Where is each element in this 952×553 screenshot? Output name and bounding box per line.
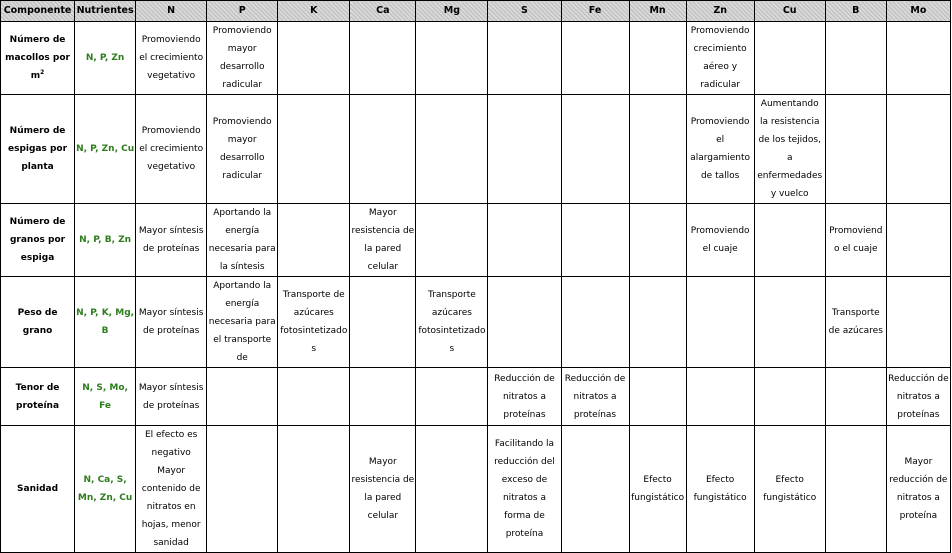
header-col-fe: Fe <box>561 1 629 22</box>
effect-cell-b <box>825 426 886 553</box>
effect-cell-mg <box>416 204 488 277</box>
effect-cell-s <box>488 204 561 277</box>
effect-cell-cu <box>754 277 825 368</box>
effect-cell-b <box>825 95 886 204</box>
effect-cell-mo <box>886 277 950 368</box>
header-col-s: S <box>488 1 561 22</box>
effect-cell-b <box>825 22 886 95</box>
effect-cell-ca: Mayor resistencia de la pared celular <box>350 204 416 277</box>
effect-cell-p: Promoviendo mayor desarrollo radicular <box>207 95 278 204</box>
effect-cell-cu: Aumentando la resistencia de los tejidos, a enfermedades y vuelco <box>754 95 825 204</box>
header-col-mg: Mg <box>416 1 488 22</box>
component-label: Número de granos por espiga <box>9 217 66 263</box>
effect-cell-ca <box>350 22 416 95</box>
table-row <box>1 368 951 426</box>
header-col-zn: Zn <box>686 1 754 22</box>
table-row <box>1 277 951 368</box>
effect-cell-p: Promoviendo mayor desarrollo radicular <box>207 22 278 95</box>
effect-cell-mg <box>416 95 488 204</box>
header-col-n: N <box>136 1 207 22</box>
header-nutrientes: Nutrientes <box>75 1 136 22</box>
effect-cell-ca <box>350 277 416 368</box>
effect-cell-mn <box>629 22 686 95</box>
effect-cell-mn: Efecto fungistático <box>629 426 686 553</box>
header-col-ca: Ca <box>350 1 416 22</box>
effect-cell-ca: Mayor resistencia de la pared celular <box>350 426 416 553</box>
table-body <box>1 22 951 553</box>
component-label: Tenor de proteína <box>15 382 60 411</box>
effect-cell-n: Mayor síntesis de proteínas <box>136 368 207 426</box>
effect-cell-zn <box>686 368 754 426</box>
effect-cell-fe <box>561 277 629 368</box>
effect-cell-mg <box>416 22 488 95</box>
effect-cell-k <box>278 22 350 95</box>
effect-cell-n: Promoviendo el crecimiento vegetativo <box>136 95 207 204</box>
effect-cell-fe <box>561 22 629 95</box>
component-cell <box>1 204 75 277</box>
effect-cell-cu: Efecto fungistático <box>754 426 825 553</box>
component-cell <box>1 368 75 426</box>
effect-cell-fe: Reducción de nitratos a proteínas <box>561 368 629 426</box>
effect-cell-fe <box>561 95 629 204</box>
effect-cell-ca <box>350 95 416 204</box>
effect-cell-cu <box>754 368 825 426</box>
effect-cell-mg <box>416 426 488 553</box>
effect-cell-k <box>278 204 350 277</box>
nutrients-cell: N, P, B, Zn <box>75 204 136 277</box>
table-row <box>1 22 951 95</box>
effect-cell-p: Aportando la energía necesaria para la síntesis <box>207 204 278 277</box>
effect-cell-b: Transporte de azúcares <box>825 277 886 368</box>
table-row <box>1 204 951 277</box>
nutrients-cell: N, Ca, S, Mn, Zn, Cu <box>75 426 136 553</box>
effect-cell-p <box>207 368 278 426</box>
effect-cell-mn <box>629 277 686 368</box>
effect-cell-fe <box>561 204 629 277</box>
effect-cell-zn: Promoviendo crecimiento aéreo y radicular <box>686 22 754 95</box>
effect-cell-n: El efecto es negativo Mayor contenido de nitratos en hojas, menor sanidad <box>136 426 207 553</box>
nutrients-cell: N, P, K, Mg, B <box>75 277 136 368</box>
effect-cell-mn <box>629 95 686 204</box>
effect-cell-zn: Promoviendo el alargamiento de tallos <box>686 95 754 204</box>
header-componente: Componente <box>1 1 75 22</box>
header-row <box>1 1 951 22</box>
effect-cell-zn <box>686 277 754 368</box>
effect-cell-cu <box>754 204 825 277</box>
effect-cell-s <box>488 22 561 95</box>
component-cell <box>1 426 75 553</box>
effect-cell-k <box>278 426 350 553</box>
effect-cell-zn: Efecto fungistático <box>686 426 754 553</box>
component-superscript: 2 <box>40 69 45 76</box>
table-row <box>1 95 951 204</box>
component-label: Número de macollos por m <box>5 35 70 81</box>
effect-cell-k: Transporte de azúcares fotosintetizados <box>278 277 350 368</box>
effect-cell-p: Aportando la energía necesaria para el transporte de <box>207 277 278 368</box>
header-col-cu: Cu <box>754 1 825 22</box>
effect-cell-cu <box>754 22 825 95</box>
effect-cell-mg <box>416 368 488 426</box>
component-label: Sanidad <box>17 484 59 494</box>
effect-cell-n: Mayor síntesis de proteínas <box>136 204 207 277</box>
effect-cell-s <box>488 277 561 368</box>
effect-cell-p <box>207 426 278 553</box>
effect-cell-mn <box>629 368 686 426</box>
effect-cell-zn: Promoviendo el cuaje <box>686 204 754 277</box>
component-label: Número de espigas por planta <box>8 126 68 172</box>
header-col-mo: Mo <box>886 1 950 22</box>
effect-cell-k <box>278 95 350 204</box>
effect-cell-mo <box>886 22 950 95</box>
effect-cell-n: Mayor síntesis de proteínas <box>136 277 207 368</box>
effect-cell-k <box>278 368 350 426</box>
effect-cell-fe <box>561 426 629 553</box>
effect-cell-b <box>825 368 886 426</box>
effect-cell-mo <box>886 95 950 204</box>
effect-cell-mo: Reducción de nitratos a proteínas <box>886 368 950 426</box>
component-label: Peso de grano <box>17 308 58 336</box>
effect-cell-s: Facilitando la reducción del exceso de nitratos a forma de proteína <box>488 426 561 553</box>
header-col-b: B <box>825 1 886 22</box>
effect-cell-b: Promoviendo el cuaje <box>825 204 886 277</box>
table-row <box>1 426 951 553</box>
effect-cell-n: Promoviendo el crecimiento vegetativo <box>136 22 207 95</box>
effect-cell-s <box>488 95 561 204</box>
component-cell <box>1 95 75 204</box>
header-col-k: K <box>278 1 350 22</box>
effect-cell-ca <box>350 368 416 426</box>
component-cell <box>1 22 75 95</box>
header-col-mn: Mn <box>629 1 686 22</box>
effect-cell-mo: Mayor reducción de nitratos a proteína <box>886 426 950 553</box>
effect-cell-s: Reducción de nitratos a proteínas <box>488 368 561 426</box>
effect-cell-mg: Transporte azúcares fotosintetizados <box>416 277 488 368</box>
effect-cell-mo <box>886 204 950 277</box>
nutrients-cell: N, P, Zn, Cu <box>75 95 136 204</box>
effect-cell-mn <box>629 204 686 277</box>
component-cell <box>1 277 75 368</box>
nutrients-cell: N, S, Mo, Fe <box>75 368 136 426</box>
header-col-p: P <box>207 1 278 22</box>
nutrients-cell: N, P, Zn <box>75 22 136 95</box>
